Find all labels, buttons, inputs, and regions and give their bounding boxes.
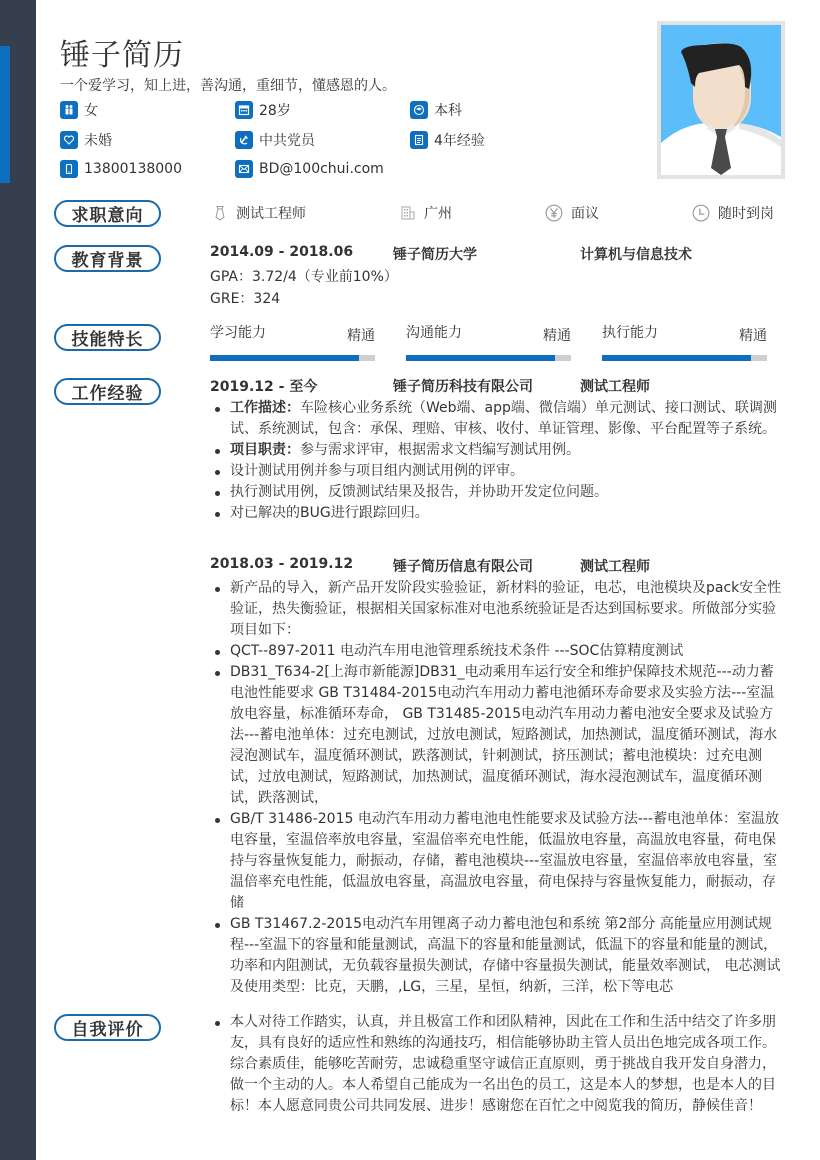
education-gpa: GPA：3.72/4（专业前10%） bbox=[210, 269, 398, 285]
skill-name: 学习能力 bbox=[210, 325, 266, 341]
work-company: 锤子简历信息有限公司 bbox=[393, 559, 533, 575]
mail-icon bbox=[235, 160, 253, 178]
info-gender: 女 bbox=[60, 101, 98, 119]
phone-icon bbox=[60, 160, 78, 178]
building-icon bbox=[400, 205, 416, 221]
self-evaluation-list bbox=[212, 1012, 782, 1117]
info-experience: 4年经验 bbox=[410, 131, 485, 149]
info-email: BD@100chui.com bbox=[235, 160, 384, 178]
intent-salary: 面议 bbox=[545, 203, 599, 223]
list-item: 本人对待工作踏实，认真，并且极富工作和团队精神，因此在工作和生活中结交了许多朋友，具有良好的适应性和熟练的沟通技巧，相信能够协助主管人员出色地完成各项工作。综合素质佳，能够吃苦耐劳，忠诚稳重坚守诚信正直原则，勇于挑战自我开发自身潜力，做一个主动的人。本人希望自己能成为一名出色的员工，这是本人的梦想，也是本人的目标！本人愿意同贵公司共同发展、进步！感谢您在百忙之中阅览我的简历，静候佳音！ bbox=[212, 1012, 782, 1117]
list-item: 工作描述：车险核心业务系统（Web端、app端、微信端）单元测试、接口测试、联调测试、系统测试，包含：承保、理赔、审核、收付、单证管理、影像、平台配置等子系统。 bbox=[212, 398, 782, 440]
list-item: 项目职责：参与需求评审，根据需求文档编写测试用例。 bbox=[212, 440, 782, 461]
work-period: 2019.12 - 至今 bbox=[210, 379, 318, 395]
list-item: 设计测试用例并参与项目组内测试用例的评审。 bbox=[212, 461, 782, 482]
skill-item bbox=[406, 322, 571, 361]
education-major: 计算机与信息技术 bbox=[580, 247, 692, 263]
work-title: 测试工程师 bbox=[580, 379, 650, 395]
skill-progress-bar bbox=[406, 355, 571, 361]
skill-item bbox=[602, 322, 767, 361]
intent-city: 广州 bbox=[400, 203, 452, 223]
list-item: DB31_T634-2[上海市新能源]DB31_电动乘用车运行安全和维护保障技术规范---动力蓄电池性能要求 GB T31484-2015电动汽车用动力蓄电池循环寿命要求及实验方法---室温放电容量，标准循环寿命， GB T31485-2015电动汽车用动力蓄电池安全要求及试验方法---蓄电池单体：过充电测试，过放电测试，短路测试，加热测试，温度循环测试，海水浸泡测试车，温度循环测试，跌落测试，针刺测试，挤压测试；蓄电池模块：过充电测试，过放电测试，短路测试，加热测试，温度循环测试，海水浸泡测试车，温度循环测试，跌落测试， bbox=[212, 662, 782, 809]
education-period: 2014.09 - 2018.06 bbox=[210, 244, 354, 260]
skill-level: 精通 bbox=[347, 328, 375, 344]
skill-progress-fill bbox=[602, 355, 751, 361]
heart-icon bbox=[60, 131, 78, 149]
intent-position: 测试工程师 bbox=[212, 203, 306, 223]
clock-icon bbox=[692, 204, 710, 222]
graduation-cap-icon bbox=[410, 101, 428, 119]
section-label-intent: 求职意向 bbox=[54, 200, 161, 227]
section-label-skills: 技能特长 bbox=[54, 324, 161, 351]
info-marital: 未婚 bbox=[60, 131, 112, 149]
document-icon bbox=[410, 131, 428, 149]
yen-icon bbox=[545, 204, 563, 222]
work-title: 测试工程师 bbox=[580, 559, 650, 575]
calendar-icon bbox=[235, 101, 253, 119]
avatar bbox=[661, 25, 781, 175]
skill-level: 精通 bbox=[543, 328, 571, 344]
gender-icon bbox=[60, 101, 78, 119]
info-degree: 本科 bbox=[410, 101, 462, 119]
education-gre: GRE：324 bbox=[210, 291, 281, 307]
education-school: 锤子简历大学 bbox=[393, 247, 477, 263]
resume-motto: 一个爱学习，知上进，善沟通，重细节，懂感恩的人。 bbox=[60, 78, 396, 94]
list-item: 对已解决的BUG进行跟踪回归。 bbox=[212, 503, 782, 524]
list-item: GB/T 31486-2015 电动汽车用动力蓄电池电性能要求及试验方法---蓄电池单体：室温放电容量，室温倍率放电容量，室温倍率充电性能，低温放电容量，高温放电容量，荷电保持与容量恢复能力，耐振动，存储，蓄电池模块---室温放电容量，室温倍率放电容量，室温倍率充电性能，低温放电容量，高温放电容量，荷电保持与容量恢复能力，耐振动，存储 bbox=[212, 809, 782, 914]
work-period: 2018.03 - 2019.12 bbox=[210, 556, 354, 572]
skill-level: 精通 bbox=[739, 328, 767, 344]
skill-item bbox=[210, 322, 375, 361]
skill-progress-bar bbox=[210, 355, 375, 361]
skill-progress-bar bbox=[602, 355, 767, 361]
skill-progress-fill bbox=[406, 355, 555, 361]
section-label-education: 教育背景 bbox=[54, 245, 161, 272]
skill-progress-fill bbox=[210, 355, 359, 361]
skill-name: 执行能力 bbox=[602, 325, 658, 341]
intent-availability: 随时到岗 bbox=[692, 203, 774, 223]
skill-name: 沟通能力 bbox=[406, 325, 462, 341]
sidebar-accent-bar bbox=[0, 46, 10, 183]
resume-name: 锤子简历 bbox=[60, 38, 184, 73]
party-emblem-icon bbox=[235, 131, 253, 149]
work-company: 锤子简历科技有限公司 bbox=[393, 379, 533, 395]
section-label-self-evaluation: 自我评价 bbox=[54, 1014, 161, 1041]
work-duties-list bbox=[212, 578, 782, 998]
list-item: GB T31467.2-2015电动汽车用锂离子动力蓄电池包和系统 第2部分 高能量应用测试规程---室温下的容量和能量测试，高温下的容量和能量测试，低温下的容量和能量的测试，功率和内阻测试，无负载容量损失测试，存储中容量损失测试，能量效率测试， 电芯测试及使用类型：比克，天鹏，,LG，三星，星恒，纳新，三洋，松下等电芯 bbox=[212, 914, 782, 998]
list-item: 执行测试用例，反馈测试结果及报告，并协助开发定位问题。 bbox=[212, 482, 782, 503]
info-phone: 13800138000 bbox=[60, 160, 182, 178]
info-party: 中共党员 bbox=[235, 131, 315, 149]
list-item: QCT--897-2011 电动汽车用电池管理系统技术条件 ---SOC估算精度测试 bbox=[212, 641, 782, 662]
tie-icon bbox=[212, 205, 228, 221]
list-item: 新产品的导入，新产品开发阶段实验验证，新材料的验证，电芯，电池模块及pack安全性验证，热失衡验证，根据相关国家标准对电池系统验证是否达到国标要求。所做部分实验项目如下： bbox=[212, 578, 782, 641]
profile-photo bbox=[657, 21, 785, 179]
work-duties-list bbox=[212, 398, 782, 524]
info-age: 28岁 bbox=[235, 101, 291, 119]
section-label-work: 工作经验 bbox=[54, 378, 161, 405]
